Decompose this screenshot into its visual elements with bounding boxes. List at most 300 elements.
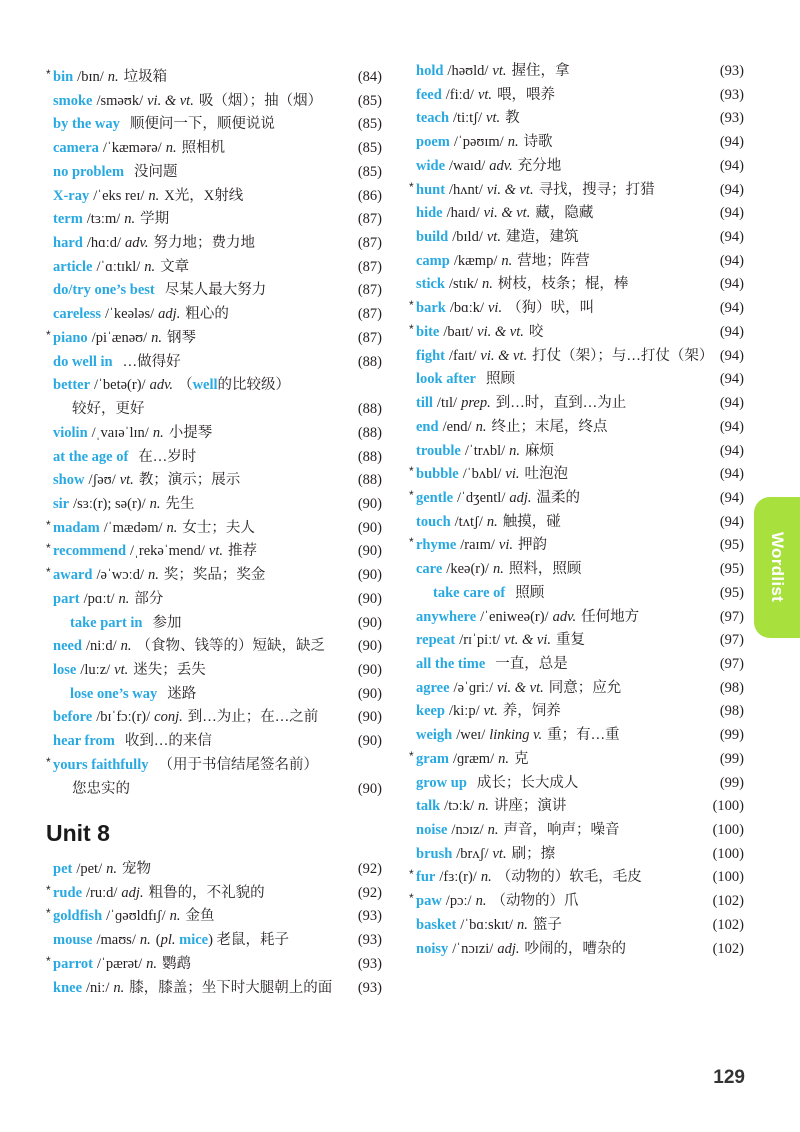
entry-text [416,155,717,179]
page-reference: (88) [357,448,382,465]
definition: 文章 [160,258,190,275]
phonetic: /ˌvaɪəˈlɪn/ [91,424,149,441]
definition: 到…为止；在…之前 [187,709,319,726]
entry-text [416,558,717,582]
definition: 藏，隐藏 [535,205,594,222]
page-reference: (88) [357,472,382,489]
definition: 照顾 [515,584,545,601]
definition: 麻烦 [525,442,555,459]
entry-text [416,321,717,345]
phonetic: /ˈbʌbl/ [462,466,502,483]
headword: till [416,395,433,412]
entry-text [70,683,355,707]
wordlist-unit8-column [46,858,382,1000]
part-of-speech: n. [148,187,160,204]
entry-text [53,953,355,977]
headword: violin [53,424,88,441]
phonetic: /ɡræm/ [453,750,495,767]
definition-text: （ [178,377,193,394]
definition-text: ( [155,932,161,949]
page-reference: (94) [719,489,744,506]
part-of-speech: vt. [492,845,507,862]
wordlist-entry [46,929,382,953]
part-of-speech: vi. [498,537,513,554]
headword: talk [416,798,441,815]
definition: 先生 [165,495,195,512]
headword: trouble [416,442,461,459]
page-reference: (94) [719,276,744,293]
phonetic: /bɪn/ [77,69,104,85]
italic-abbreviation: pl. [160,932,176,949]
phonetic: /ˈɡəʊldfɪʃ/ [106,908,166,925]
page-reference: (94) [719,229,744,246]
entry-text [416,60,717,84]
wordlist-entry [409,819,744,843]
definition: 树枝，枝条；棍，棒 [497,276,629,293]
wordlist-entry [409,155,744,179]
headword: poem [416,134,450,151]
definition: 推荐 [228,543,258,560]
definition: 吸（烟）；抽（烟） [198,92,323,109]
wordlist-entry [409,890,744,914]
entry-text [53,588,355,612]
phonetic: /hɑːd/ [86,235,121,252]
part-of-speech: n. [144,258,156,275]
headword: hear from [53,733,115,750]
entry-text [416,487,717,511]
headword: hard [53,235,83,252]
page-reference: (87) [357,282,382,299]
headword: parrot [53,955,94,972]
headword: award [53,567,93,584]
new-word-marker: * [46,67,51,81]
entry-text [53,754,382,778]
phonetic: /kiːp/ [449,703,480,720]
definition-continued: 您忠实的 [72,780,130,797]
entry-text [416,250,717,274]
headword: look after [416,371,476,388]
definition: 触摸，碰 [502,513,561,530]
wordlist-entry [409,107,744,131]
part-of-speech: vt. [119,472,134,489]
new-word-marker: * [409,867,414,882]
part-of-speech: vt. [492,63,507,79]
entry-text [53,730,355,754]
headword: better [53,377,91,394]
page-reference: (102) [712,916,744,933]
definition: 小提琴 [168,424,213,441]
entry-text [53,929,355,953]
new-word-marker: * [409,179,414,194]
entry-text [53,659,355,683]
entry-text [416,629,717,653]
entry-text [53,232,355,256]
entry-text [416,724,717,748]
definition: 教；演示；展示 [138,472,241,489]
part-of-speech: vi. & vt. [486,181,534,198]
definition: 垃圾箱 [123,69,168,85]
page-reference: (94) [719,418,744,435]
entry-text [53,635,355,659]
entry-text [433,582,717,606]
part-of-speech: n. [149,495,161,512]
wordlist-entry [46,493,382,517]
page-reference: (94) [719,205,744,222]
page-reference: (85) [357,92,382,109]
definition: （动物的）爪 [491,893,579,910]
phonetic: /tiːtʃ/ [453,110,483,127]
definition: 钢琴 [167,329,197,346]
wordlist-entry [46,659,382,683]
headword: gram [416,750,450,767]
wordlist-entry [409,866,744,890]
entry-text [416,866,710,890]
definition: 充分地 [517,157,562,174]
entry-text [53,351,355,375]
part-of-speech: vt. [486,110,501,127]
wordlist-entry [409,606,744,630]
part-of-speech: vi. & vt. [480,347,528,364]
phonetic: /ˈtrʌbl/ [464,442,506,459]
phonetic: /niː/ [86,979,110,996]
part-of-speech: n. [151,329,163,346]
part-of-speech: vt. [477,86,493,103]
phonetic: /keə(r)/ [446,561,489,578]
new-word-marker: * [46,754,51,769]
headword: paw [416,893,442,910]
definition-continued: 较好，更好 [72,401,145,418]
phonetic: /ˈnɔɪzi/ [452,940,494,957]
definition: 讲座；演讲 [493,798,567,815]
definition: 顺便问一下，顺便说说 [129,116,275,133]
definition: 一直，总是 [495,655,568,672]
part-of-speech: n. [482,276,493,293]
headword: noisy [416,940,449,957]
wordlist-entry-continuation [46,778,382,802]
wordlist-entry [46,446,382,470]
page-reference: (90) [357,733,382,750]
headword: repeat [416,632,456,649]
definition: （狗）吠，叫 [507,300,595,317]
page-reference: (94) [719,252,744,269]
entry-text [416,345,717,369]
entry-text [416,511,717,535]
page-reference: (97) [719,608,744,625]
definition: 终止；末尾，终点 [491,418,608,435]
phonetic: /piˈænəʊ/ [91,329,148,346]
entry-text [53,185,355,209]
new-word-marker: * [409,464,414,479]
definition: 任何地方 [581,608,640,625]
page-reference: (94) [719,466,744,483]
page-reference: (90) [357,495,382,512]
part-of-speech: n. [124,211,136,228]
headword: all the time [416,655,486,672]
wordlist-entry [409,487,744,511]
phonetic: /ʃəʊ/ [88,472,116,489]
page-reference: (94) [719,442,744,459]
headword: weigh [416,727,453,744]
wordlist-entry [409,938,744,962]
phonetic: /brʌʃ/ [456,845,489,862]
wordlist-entry [409,534,744,558]
part-of-speech: n. [509,442,521,459]
entry-text [416,179,717,203]
wordlist-entry [409,250,744,274]
headword: bark [416,300,446,317]
headword: build [416,229,449,246]
definition: 克 [513,750,529,767]
headword: brush [416,845,453,862]
wordlist-left-column [46,66,382,801]
wordlist-entry [46,161,382,185]
part-of-speech: n. [517,916,528,933]
headword: keep [416,703,445,720]
wordlist-entry [409,772,744,796]
phonetic: /fɜː(r)/ [439,869,477,886]
definition: 声音，响声；噪音 [503,822,620,838]
page-reference: (102) [712,940,744,957]
phonetic: /tɪl/ [436,395,458,412]
page-reference: (87) [357,306,382,323]
definition: 吵闹的，嘈杂的 [524,940,626,957]
phonetic: /tɔːk/ [444,798,474,815]
headword: yours faithfully [53,756,149,773]
phonetic: /bɪld/ [452,229,483,246]
wordlist-entry [409,511,744,535]
wordlist-entry [46,185,382,209]
wordlist-entry [46,540,382,564]
part-of-speech: adv. [125,235,149,252]
headword: grow up [416,774,467,791]
phonetic: /fiːd/ [445,86,474,103]
wordlist-entry [409,582,744,606]
headword: end [416,418,439,435]
entry-text [416,440,717,464]
new-word-marker: * [46,565,51,580]
wordlist-section-tab [754,497,800,638]
page-reference: (102) [712,893,744,910]
page-reference: (90) [357,638,382,655]
page-reference: (92) [357,861,382,877]
wordlist-entry [409,748,744,772]
new-word-marker: * [46,906,51,921]
phonetic: /sməʊk/ [96,92,144,109]
definition [156,932,289,948]
wordlist-entry [46,327,382,351]
wordlist-entry [46,858,382,882]
definition: 养，饲养 [502,703,561,720]
wordlist-entry [46,977,382,1001]
definition: 尽某人最大努力 [164,282,267,299]
entry-text [53,374,382,398]
entry-text [416,653,717,677]
page-reference: (90) [357,519,382,536]
part-of-speech: n. [118,590,130,607]
headword: bubble [416,466,459,483]
headword: teach [416,110,450,127]
definition: …做得好 [122,353,181,370]
entry-text [416,202,717,226]
entry-text [416,890,710,914]
phonetic: /raɪm/ [460,537,495,554]
wordlist-entry [409,914,744,938]
headword: touch [416,513,451,530]
page-reference: (90) [357,614,382,631]
part-of-speech: n. [165,140,177,157]
entry-text [53,540,355,564]
headword: sir [53,495,70,512]
page-reference: (90) [357,590,382,607]
wordlist-entry [46,469,382,493]
page-reference: (85) [357,140,382,157]
wordlist-entry [409,700,744,724]
phonetic: /stɪk/ [449,276,479,293]
headword: by the way [53,116,120,133]
wordlist-entry [409,368,744,392]
headword: knee [53,979,82,996]
part-of-speech: n. [120,638,132,655]
headword: wide [416,157,445,174]
wordlist-entry [46,303,382,327]
wordlist-entry [409,60,744,84]
page-reference: (88) [357,353,382,370]
phonetic: /ˈkæmərə/ [102,140,162,157]
definition: 温柔的 [536,489,581,506]
part-of-speech: vt. [483,703,498,720]
phonetic: /weɪ/ [456,727,486,744]
part-of-speech: prep. [461,395,491,412]
part-of-speech: linking v. [489,727,543,744]
entry-text [53,66,355,90]
wordlist-entry [46,351,382,375]
phonetic: /ˈeks reɪ/ [93,187,145,204]
page-reference: (93) [357,908,382,925]
page-reference: (99) [719,774,744,791]
definition-text: 的比较级） [217,377,291,394]
part-of-speech: n. [498,750,509,767]
phonetic: /pet/ [76,861,103,877]
entry-text [53,161,355,185]
phonetic: /waɪd/ [449,157,486,174]
definition: 迷失；丢失 [133,661,206,678]
page-reference: (95) [719,537,744,554]
wordlist-entry [46,754,382,778]
headword: hold [416,63,444,79]
phonetic: /ruːd/ [86,884,118,901]
headword: basket [416,916,457,933]
page-reference: (88) [357,424,382,441]
wordlist-entry [409,629,744,653]
definition: 没问题 [134,163,178,180]
wordlist-entry-continuation [46,398,382,422]
phonetic: /sɜː(r); sə(r)/ [73,495,146,512]
wordlist-entry [46,422,382,446]
part-of-speech: adj. [158,306,181,323]
wordlist-entry [409,202,744,226]
entry-text [53,327,355,351]
page-reference: (93) [719,86,744,103]
new-word-marker: * [409,748,414,763]
headword: hide [416,205,443,222]
entry-text [53,137,355,161]
wordlist-entry [46,208,382,232]
headword: noise [416,822,448,838]
definition: 膝，膝盖；坐下时大腿朝上的面 [129,979,333,996]
definition: 粗心的 [185,306,229,323]
phonetic: /hʌnt/ [449,181,483,198]
entry-text [416,534,717,558]
entry-text [416,914,710,938]
wordlist-entry [409,392,744,416]
wordlist-entry [46,706,382,730]
part-of-speech: n. [113,979,125,996]
headword: goldfish [53,908,103,925]
definition: 宠物 [122,861,151,877]
phonetic: /ˈmædəm/ [103,519,163,536]
headword: camera [53,140,99,157]
page-reference: (84) [357,69,382,85]
part-of-speech: n. [169,908,181,925]
phonetic: /pɔː/ [445,893,472,910]
definition: 努力地；费力地 [153,235,255,252]
new-word-marker: * [46,882,51,897]
entry-text [416,368,717,392]
page-reference: (98) [719,679,744,696]
page-reference: (94) [719,371,744,388]
wordlist-entry [409,131,744,155]
headword: madam [53,519,100,536]
part-of-speech: n. [152,424,164,441]
headword: show [53,472,85,489]
headword: take care of [433,584,506,601]
entry-text [53,517,355,541]
page-number: 129 [713,1067,745,1088]
part-of-speech: vt. [114,661,129,678]
page-reference: (100) [712,869,744,886]
entry-text [416,226,717,250]
definition: 寻找，搜寻；打猎 [538,181,655,198]
headword: recommend [53,543,127,560]
part-of-speech: adv. [552,608,577,625]
page-reference: (90) [357,661,382,678]
definition: 粗鲁的，不礼貌的 [148,884,265,901]
new-word-marker: * [46,327,51,342]
headword: feed [416,86,442,103]
definition: 诗歌 [523,134,553,151]
phonetic: /ˈɑːtɪkl/ [96,258,141,275]
new-word-marker: * [409,487,414,502]
page-reference: (87) [357,258,382,275]
headword: X-ray [53,187,90,204]
page-reference: (100) [712,845,744,862]
entry-text [416,416,717,440]
entry-text [416,700,717,724]
entry-text [53,90,355,114]
wordlist-entry [409,677,744,701]
entry-text [53,446,355,470]
page-reference: (92) [357,884,382,901]
phonetic: /kæmp/ [453,252,498,269]
new-word-marker: * [409,321,414,336]
phonetic: /pɑːt/ [83,590,115,607]
page-reference: (87) [357,235,382,252]
part-of-speech: vi. & vt. [147,92,194,109]
page-reference: (94) [719,157,744,174]
wordlist-entry [409,84,744,108]
page-reference: (99) [719,750,744,767]
entry-text [416,677,717,701]
